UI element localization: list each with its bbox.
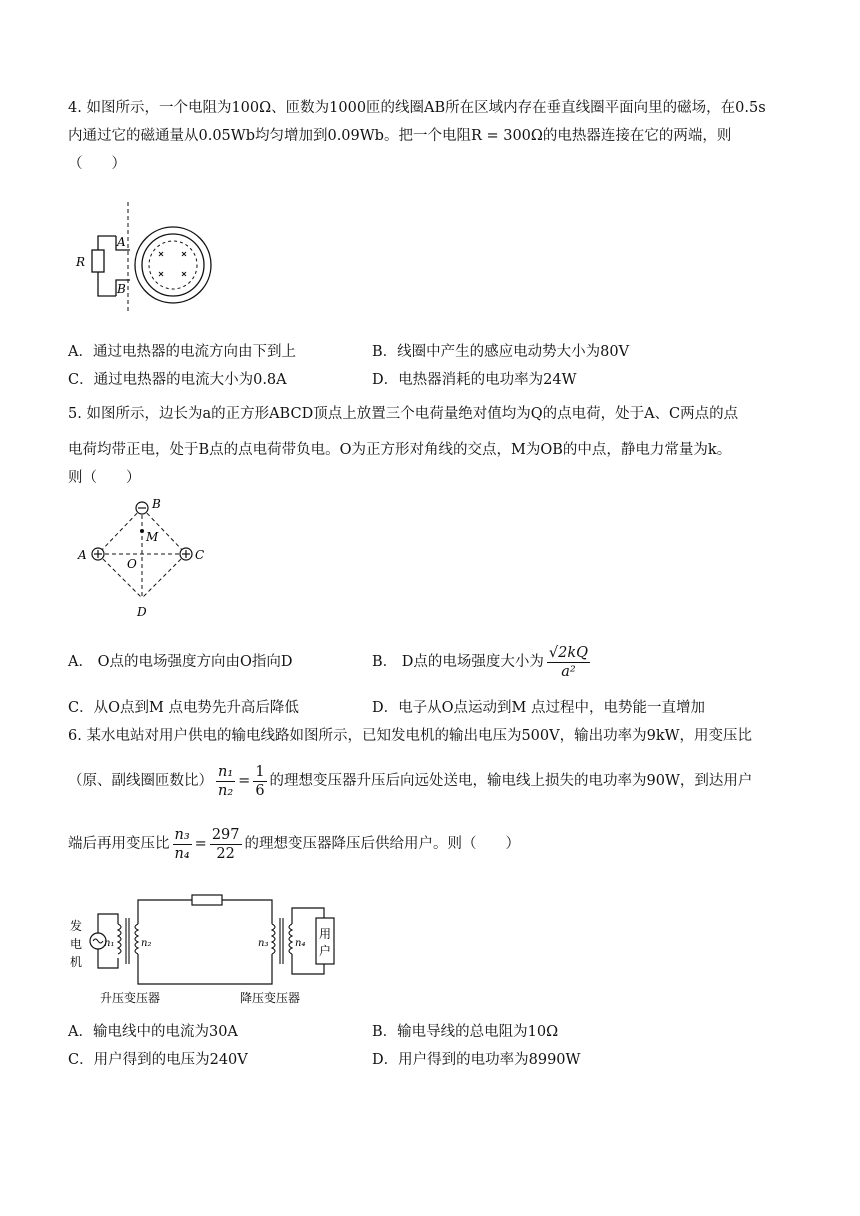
- q4-label-B: B: [117, 282, 126, 296]
- q4-text-line1: 4. 如图所示，一个电阻为100Ω、匝数为1000匝的线圈AB所在区域内存在垂直线圈平面向里的磁场，在0.5s: [68, 100, 766, 116]
- q5-label-O: O: [127, 557, 137, 571]
- q5-text-line3: 则（ ）: [68, 470, 141, 486]
- q6-option-a[interactable]: A．输电线中的电流为30A: [68, 1024, 238, 1040]
- q4-label-A: A: [117, 235, 126, 249]
- q5-label-M: M: [146, 530, 159, 544]
- q6-option-b[interactable]: B．输电导线的总电阻为10Ω: [372, 1024, 559, 1040]
- q6-text-line2: [68, 757, 752, 805]
- q6-ratio2-rhs-den: 22: [216, 845, 235, 862]
- q6-gen-char1: 发: [70, 919, 83, 933]
- q5-label-B: B: [152, 497, 161, 511]
- q5-option-c[interactable]: C．从O点到M 点电势先升高后降低: [68, 700, 299, 716]
- q6-transmission-circuit-figure: [68, 888, 348, 1008]
- q6-option-c[interactable]: C．用户得到的电压为240V: [68, 1052, 248, 1068]
- q5-square-charges-figure: [74, 494, 214, 624]
- q4-option-c[interactable]: C．通过电热器的电流大小为0.8A: [68, 372, 287, 388]
- q6-option-d[interactable]: D．用户得到的电功率为8990W: [372, 1052, 581, 1068]
- q6-ratio1-equals: =: [238, 773, 251, 789]
- q6-ratio2-lhs: [173, 826, 192, 863]
- q6-text-line1: 6. 某水电站对用户供电的输电线路如图所示，已知发电机的输出电压为500V，输出功率为9kW，用变压比: [68, 728, 753, 744]
- q6-line-resistor: [192, 895, 222, 905]
- q6-user-char2: 户: [319, 944, 332, 958]
- q5-text-line1: 5. 如图所示，边长为a的正方形ABCD顶点上放置三个电荷量绝对值均为Q的点电荷，处于A、C两点的点: [68, 406, 739, 422]
- q6-line3-prefix: 端后再用变压比: [68, 836, 170, 852]
- q6-gen-char3: 机: [70, 955, 83, 969]
- q4-label-R: R: [76, 255, 86, 269]
- q6-line2-suffix: 的理想变压器升压后向远处送电，输电线上损失的电功率为90W，到达用户: [269, 773, 753, 789]
- q4-option-d[interactable]: D．电热器消耗的电功率为24W: [372, 372, 577, 388]
- q5-option-b-prefix: B． D点的电场强度大小为: [372, 654, 544, 670]
- q5-option-d[interactable]: D．电子从O点运动到M 点过程中，电势能一直增加: [372, 700, 705, 716]
- q6-ratio2-rhs-num: 297: [211, 826, 240, 843]
- q6-label-n3: n₃: [258, 938, 269, 949]
- q4-option-b[interactable]: B．线圈中产生的感应电动势大小为80V: [372, 344, 630, 360]
- q4-option-a[interactable]: A．通过电热器的电流方向由下到上: [68, 344, 296, 360]
- q4-coil-circuit-figure: [70, 200, 230, 320]
- q6-ratio2-rhs: [210, 826, 242, 863]
- q6-text-line3: [68, 820, 520, 868]
- q6-line2-prefix: （原、副线圈匝数比）: [68, 773, 213, 789]
- q5-option-b-numerator: √2kQ: [548, 644, 589, 661]
- q6-ratio1-lhs-den: n₂: [218, 782, 234, 799]
- q6-ratio2-lhs-den: n₄: [174, 845, 190, 862]
- q6-ratio1-rhs-den: 6: [255, 782, 265, 799]
- q6-user-char1: 用: [319, 927, 332, 941]
- q6-step-up-label: 升压变压器: [100, 991, 161, 1005]
- q4-text-line2: 内通过它的磁通量从0.05Wb均匀增加到0.09Wb。把一个电阻R = 300Ω的电热器连接在它的两端，则: [68, 128, 732, 144]
- q6-step-down-label: 降压变压器: [240, 991, 301, 1005]
- q5-text-line2: 电荷均带正电，处于B点的点电荷带负电。O为正方形对角线的交点，M为OB的中点，静电力常量为k。: [68, 442, 732, 458]
- q6-ratio1-lhs: [216, 763, 235, 800]
- q6-ratio1-rhs-num: 1: [255, 763, 265, 780]
- q5-label-C: C: [195, 548, 205, 562]
- q5-option-a[interactable]: A． O点的电场强度方向由O指向D: [68, 654, 293, 670]
- q5-option-b-fraction: [547, 644, 590, 681]
- q5-label-A: A: [78, 548, 87, 562]
- q6-ratio1-lhs-num: n₁: [218, 763, 234, 780]
- q5-label-D: D: [137, 605, 147, 619]
- q6-gen-char2: 电: [70, 937, 83, 951]
- q5-option-b[interactable]: [372, 638, 593, 686]
- q6-label-n2: n₂: [141, 938, 152, 949]
- q6-ratio1-rhs: [253, 763, 266, 800]
- q6-ratio2-equals: =: [194, 836, 207, 852]
- q5-option-b-denominator: a²: [561, 663, 576, 680]
- q6-label-n4: n₄: [295, 938, 306, 949]
- q6-ratio2-lhs-num: n₃: [174, 826, 190, 843]
- q4-answer-paren: （ ）: [68, 156, 126, 172]
- q6-line3-suffix: 的理想变压器降压后供给用户。则（ ）: [244, 836, 520, 852]
- q6-label-n1: n₁: [104, 938, 115, 949]
